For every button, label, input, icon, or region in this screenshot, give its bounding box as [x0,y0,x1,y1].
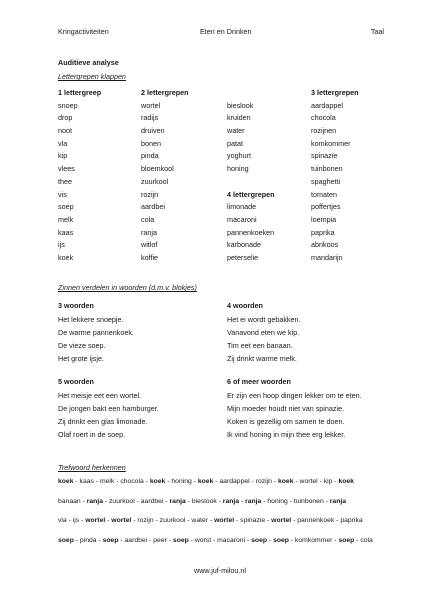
trefwoord-subtitle: Trefwoord herkennen [58,463,126,472]
list-item: macaroni [227,214,257,224]
keyword: wortel [111,517,132,524]
list-item: pinda [141,151,159,161]
trefwoord-lines [58,472,388,550]
header-right: Taal [370,27,384,36]
list-item: vla [58,138,68,148]
list-item: Zij drinkt warme melk. [227,354,297,363]
word: spinazie [240,517,266,524]
word: wortel [299,478,318,485]
list-item: Olaf roert in de soep. [58,430,126,439]
list-item: Het grote ijsje. [58,354,104,363]
word: tuinbonen [293,497,324,505]
keyword: soep [251,536,268,544]
list-item: poffertjes [311,202,341,212]
word: kip [323,478,333,485]
word: aardbei [140,497,164,505]
list-item: Het lekkere snoepje. [58,315,124,324]
list-item: spaghetti [311,176,341,186]
block-heading: 4 woorden [227,301,263,310]
trefwoord-line: soep - pinda - soep - aardbei - peer - soep - worst - macaroni - soep - soep - komkommer - soep - cola [58,536,373,544]
trefwoord-line: banaan - ranja - zuurkool - aardbei - ranja - bieslook - ranja - ranja - honing - tuinbonen - ranja [58,497,347,505]
word: komkommer [295,536,333,544]
keyword: koek [277,478,294,485]
word: melk [99,478,115,485]
keyword: soep [102,536,119,544]
keyword: koek [338,478,354,485]
list-item: cola [141,214,155,224]
list-item: mandarijn [311,252,343,262]
keyword: soep [273,536,289,544]
block-6-of-meer-woorden [227,375,362,441]
column-heading: 1 lettergreep [58,88,102,97]
word: aardappel [219,478,250,485]
list-item: melk [58,214,74,224]
list-item: kaas [58,227,74,237]
column-1-lettergreep [58,87,101,265]
list-item: wortel [141,100,161,110]
list-item: paprika [311,227,335,237]
keyword: ranja [329,497,347,505]
list-item: tuinbonen [311,164,343,174]
word: rozijn [255,478,272,485]
list-item: water [227,126,245,136]
list-item: bieslook [227,100,254,110]
list-item: drop [58,113,73,123]
word: cola [360,536,373,544]
list-item: Zij drinkt een glas limonade. [58,417,148,426]
keyword: wortel [271,517,292,524]
list-item: peterselie [227,252,259,262]
block-5-woorden [58,375,159,441]
list-item: kip [58,151,68,161]
keyword: ranja [86,497,103,505]
keyword: soep [58,536,74,544]
list-item: zuurkool [141,176,169,186]
list-item: loempia [311,214,337,224]
column-3-lettergrepen [311,87,359,265]
list-item: De jongen bakt een hamburger. [58,404,159,413]
block-heading: 6 of meer woorden [227,377,291,386]
list-item: Tim eet een banaan. [227,341,293,350]
word: rozijn [137,517,154,524]
block-4-woorden [227,299,301,365]
list-item: pannenkoeken [227,227,275,237]
list-item: snoep [58,100,78,110]
keyword: ranja [222,497,240,505]
trefwoord-line: koek - kaas - melk - chocola - koek - honing - koek - aardappel - rozijn - koek - wortel - kip - koek [58,478,354,485]
list-item: ijs [58,240,65,250]
word: vla [58,517,67,524]
list-item: koek [58,252,74,262]
word: kaas [79,478,94,485]
word: zuurkool [159,517,186,524]
keyword: koek [197,478,214,485]
word: honing [267,497,288,505]
list-item: Ik vind honing in mijn thee erg lekker. [227,430,346,439]
list-item: aardappel [311,100,343,110]
block-heading: 5 woorden [58,377,94,386]
list-item: honing [227,164,249,174]
header-center: Eten en Drinken [200,27,252,36]
list-item: kruiden [227,113,251,123]
list-item: Er zijn een hoop dingen lekker om te eten. [227,391,362,400]
list-item: tomaten [311,189,337,199]
list-item: soep [58,202,74,212]
list-item: bonen [141,138,161,148]
word: pannenkoek [297,517,335,524]
section-title: Auditieve analyse [58,58,119,67]
column-heading: 3 lettergrepen [311,88,359,97]
word: paprika [340,517,363,524]
list-item: spinazie [311,151,338,161]
page-header [58,27,384,39]
word: aardbei [124,536,148,544]
keyword: koek [58,478,74,485]
list-item: chocola [311,113,336,123]
column-heading: 4 lettergrepen [227,189,275,199]
column-2-4-lettergrepen [227,87,275,265]
list-item: yoghurt [227,151,251,161]
list-item: witlof [141,240,158,250]
list-item: vlees [58,164,75,174]
list-item: patat [227,138,243,148]
list-item: De vieze soep. [58,341,106,350]
list-item: De warme pannenkoek. [58,328,134,337]
lettergrepen-subtitle: Lettergrepen klappen [58,72,126,81]
list-item: druiven [141,126,165,136]
list-item: noot [58,126,72,136]
list-item: Het meisje eet een wortel. [58,391,142,400]
list-item: koffie [141,252,159,262]
list-item: aardbei [141,202,165,212]
list-item: abrikoos [311,240,339,250]
keyword: koek [149,478,166,485]
block-3-woorden [58,299,134,365]
column-2-lettergrepen [141,87,189,265]
list-item: vis [58,189,67,199]
word: honing [171,478,192,485]
word: bieslook [191,497,217,505]
list-item: bloemkool [141,164,174,174]
list-item: Vanavond eten we kip. [227,328,300,337]
list-item: rozijn [141,189,159,199]
list-item: limonade [227,202,257,212]
footer-url: www.juf-milou.nl [194,566,246,575]
keyword: ranja [169,497,186,505]
word: chocola [120,478,144,485]
word: banaan [58,497,81,505]
list-item: Het ei wordt gebakken. [227,315,301,324]
word: macaroni [217,536,246,544]
header-left: Kringactiviteiten [58,27,109,36]
column-heading: 2 lettergrepen [141,88,189,97]
list-item: komkommer [311,138,351,148]
word: pinda [79,536,97,544]
zinnen-subtitle: Zinnen verdelen in woorden (d.m.v. blokjes) [58,283,197,292]
list-item: radijs [141,113,159,123]
word: ijs [72,517,80,524]
list-item: ranja [141,227,157,237]
trefwoord-line: vla - ijs - wortel - wortel - rozijn - zuurkool - water - wortel - spinazie - wortel - pannenkoek - paprika [58,517,363,524]
list-item: Koken is gezellig om samen te doen. [227,417,345,426]
word: worst [194,536,212,544]
list-item: Mijn moeder houdt niet van spinazie. [227,404,345,413]
word: zuurkool [109,497,135,505]
keyword: soep [172,536,189,544]
keyword: ranja [245,497,262,505]
block-heading: 3 woorden [58,301,94,310]
keyword: wortel [214,517,235,524]
list-item: thee [58,176,72,186]
list-item: rozijnen [311,126,337,136]
list-item: karbonade [227,240,261,250]
keyword: soep [338,536,355,544]
word: water [191,517,209,524]
word: peer [153,536,167,544]
keyword: wortel [85,517,106,524]
